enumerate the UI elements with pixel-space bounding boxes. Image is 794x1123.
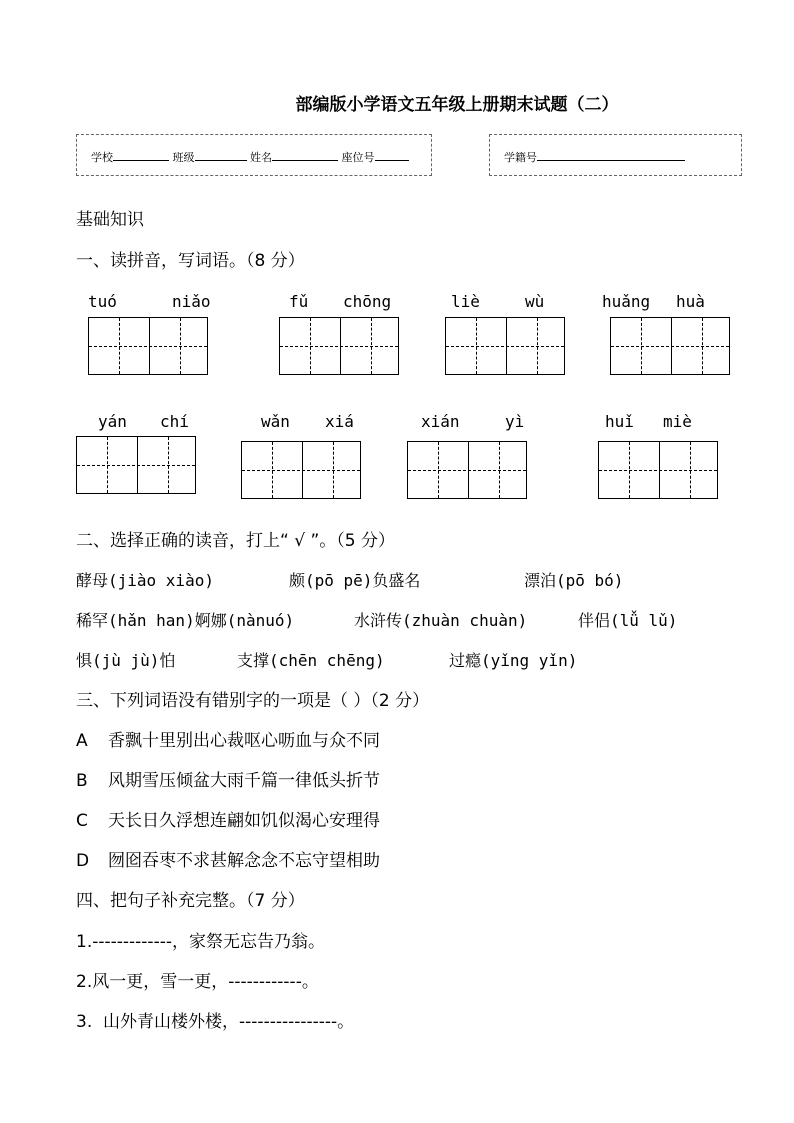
pinyin: xián [421,412,460,431]
pinyin: wǎn [261,412,290,431]
writing-grid[interactable] [598,441,718,499]
student-info-row [91,149,409,165]
pinyin: huǎng [602,292,651,311]
pinyin: chōng [343,292,392,311]
option-letter: D [76,851,90,871]
pinyin: huǐ [605,412,634,431]
writing-grid[interactable] [407,441,527,499]
writing-grid[interactable] [76,436,196,494]
q3-option-a[interactable] [76,731,380,751]
writing-grid[interactable] [88,317,208,375]
class-field[interactable] [195,149,247,161]
pinyin: niǎo [172,292,211,311]
q2-item[interactable]: 伴侣(lǚ lǔ) [578,611,678,630]
school-label: 学校 [91,151,113,164]
q2-item[interactable]: 过瘾(yǐng yǐn) [449,651,578,670]
writing-grid[interactable] [610,317,730,375]
q2-item[interactable]: 稀罕(hǎn han)婀娜(nànuó) [76,611,295,630]
school-field[interactable] [113,149,169,161]
q4-line[interactable]: 2.风一更，雪一更，------------。 [76,972,319,992]
option-text: 囫囵吞枣不求甚解念念不忘守望相助 [108,851,380,871]
student-id-label: 学籍号 [504,151,537,164]
option-letter: B [76,771,88,791]
pinyin: liè [451,292,480,311]
pinyin: huà [676,292,705,311]
student-id-field[interactable] [537,149,685,161]
option-text: 风期雪压倾盆大雨千篇一律低头折节 [108,771,380,791]
q2-item[interactable]: 漂泊(pō bó) [524,571,624,590]
name-field[interactable] [272,149,338,161]
page-title: 部编版小学语文五年级上册期末试题（二） [295,95,619,115]
q2-item[interactable]: 酵母(jiào xiào) [76,571,214,590]
student-id-box [489,134,742,176]
student-info-box [76,134,432,176]
pinyin: wù [525,292,545,311]
option-letter: A [76,731,88,751]
q4-heading: 四、把句子补充完整。（7 分） [76,891,305,911]
student-id-row [504,149,685,165]
pinyin: xiá [325,412,354,431]
q4-line[interactable]: 3. 山外青山楼外楼，----------------。 [76,1012,355,1032]
writing-grid[interactable] [279,317,399,375]
q2-item[interactable]: 支撑(chēn chēng) [237,651,385,670]
seat-label: 座位号 [341,151,375,164]
pinyin: chí [160,412,189,431]
q1-heading: 一、读拼音，写词语。（8 分） [76,251,305,271]
basics-heading: 基础知识 [76,210,144,230]
writing-grid[interactable] [241,441,361,499]
pinyin: yì [505,412,525,431]
pinyin: tuó [88,292,117,311]
q3-option-b[interactable] [76,771,380,791]
pinyin: yán [98,412,127,431]
q3-heading: 三、下列词语没有错别字的一项是（ ）（2 分） [76,691,430,711]
q3-option-d[interactable] [76,851,380,871]
q4-line[interactable]: 1.-------------，家祭无忘告乃翁。 [76,932,325,952]
name-label: 姓名 [250,151,272,164]
class-label: 班级 [172,151,195,164]
pinyin: miè [663,412,692,431]
q2-item[interactable]: 颇(pō pē)负盛名 [289,571,421,590]
q2-item[interactable]: 惧(jù jù)怕 [76,651,176,670]
seat-field[interactable] [375,149,409,161]
option-text: 天长日久浮想连翩如饥似渴心安理得 [108,811,380,831]
q2-heading: 二、选择正确的读音，打上“ √ ”。（5 分） [76,531,395,551]
pinyin: fǔ [289,292,309,311]
option-text: 香飘十里别出心裁呕心呖血与众不同 [108,731,380,751]
q3-option-c[interactable] [76,811,380,831]
q2-item[interactable]: 水浒传(zhuàn chuàn) [354,611,528,630]
option-letter: C [76,811,88,831]
writing-grid[interactable] [445,317,565,375]
